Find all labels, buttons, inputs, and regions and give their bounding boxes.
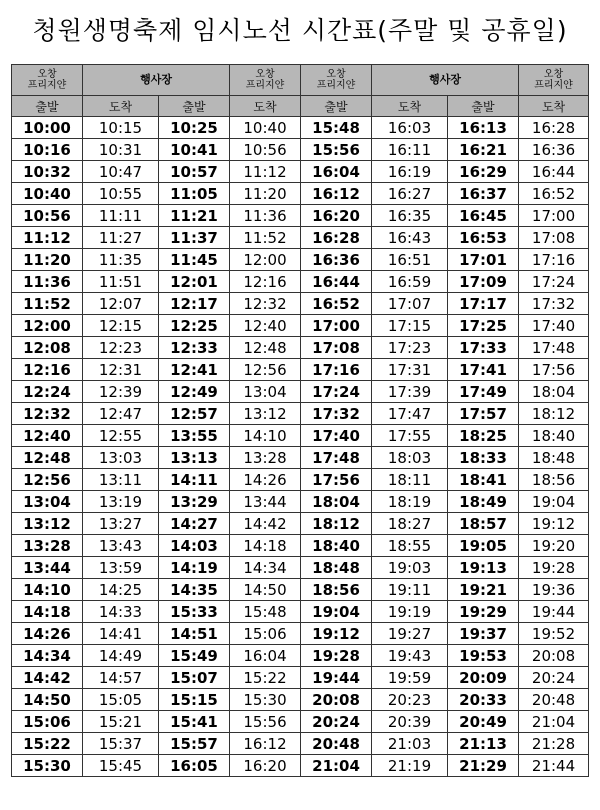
arrive-time-cell: 12:32 — [230, 293, 301, 315]
depart-time-cell: 15:57 — [159, 733, 230, 755]
table-row — [12, 337, 589, 359]
arrive-time-cell: 19:04 — [519, 491, 589, 513]
arrive-time-cell: 17:08 — [519, 227, 589, 249]
header-arrive: 도착 — [372, 96, 448, 117]
arrive-time-cell: 16:12 — [230, 733, 301, 755]
depart-time-cell: 20:48 — [301, 733, 372, 755]
arrive-time-cell: 13:03 — [83, 447, 159, 469]
arrive-time-cell: 11:36 — [230, 205, 301, 227]
table-row — [12, 117, 589, 139]
arrive-time-cell: 11:11 — [83, 205, 159, 227]
arrive-time-cell: 13:59 — [83, 557, 159, 579]
table-row — [12, 315, 589, 337]
arrive-time-cell: 16:35 — [372, 205, 448, 227]
arrive-time-cell: 17:32 — [519, 293, 589, 315]
depart-time-cell: 12:49 — [159, 381, 230, 403]
table-row — [12, 689, 589, 711]
depart-time-cell: 17:32 — [301, 403, 372, 425]
table-row — [12, 425, 589, 447]
depart-time-cell: 12:57 — [159, 403, 230, 425]
depart-time-cell: 16:04 — [301, 161, 372, 183]
depart-time-cell: 16:29 — [448, 161, 519, 183]
depart-time-cell: 14:11 — [159, 469, 230, 491]
depart-time-cell: 18:33 — [448, 447, 519, 469]
depart-time-cell: 19:37 — [448, 623, 519, 645]
arrive-time-cell: 14:57 — [83, 667, 159, 689]
arrive-time-cell: 21:28 — [519, 733, 589, 755]
arrive-time-cell: 17:55 — [372, 425, 448, 447]
depart-time-cell: 17:16 — [301, 359, 372, 381]
depart-time-cell: 11:37 — [159, 227, 230, 249]
table-row — [12, 733, 589, 755]
arrive-time-cell: 20:48 — [519, 689, 589, 711]
depart-time-cell: 13:55 — [159, 425, 230, 447]
depart-time-cell: 18:41 — [448, 469, 519, 491]
header-station-a — [301, 65, 372, 96]
header-row-stations — [12, 65, 589, 96]
depart-time-cell: 16:13 — [448, 117, 519, 139]
depart-time-cell: 16:05 — [159, 755, 230, 777]
arrive-time-cell: 18:04 — [519, 381, 589, 403]
arrive-time-cell: 17:48 — [519, 337, 589, 359]
arrive-time-cell: 12:16 — [230, 271, 301, 293]
arrive-time-cell: 12:00 — [230, 249, 301, 271]
depart-time-cell: 13:44 — [12, 557, 83, 579]
depart-time-cell: 18:40 — [301, 535, 372, 557]
arrive-time-cell: 17:56 — [519, 359, 589, 381]
depart-time-cell: 20:33 — [448, 689, 519, 711]
depart-time-cell: 11:05 — [159, 183, 230, 205]
arrive-time-cell: 15:21 — [83, 711, 159, 733]
depart-time-cell: 15:06 — [12, 711, 83, 733]
depart-time-cell: 10:41 — [159, 139, 230, 161]
depart-time-cell: 17:40 — [301, 425, 372, 447]
depart-time-cell: 12:48 — [12, 447, 83, 469]
depart-time-cell: 19:44 — [301, 667, 372, 689]
arrive-time-cell: 11:35 — [83, 249, 159, 271]
station-label: 오창 프리지얀 — [534, 69, 573, 91]
table-row — [12, 513, 589, 535]
arrive-time-cell: 16:28 — [519, 117, 589, 139]
depart-time-cell: 21:29 — [448, 755, 519, 777]
arrive-time-cell: 12:39 — [83, 381, 159, 403]
arrive-time-cell: 10:15 — [83, 117, 159, 139]
arrive-time-cell: 18:56 — [519, 469, 589, 491]
depart-time-cell: 14:27 — [159, 513, 230, 535]
arrive-time-cell: 18:48 — [519, 447, 589, 469]
depart-time-cell: 16:28 — [301, 227, 372, 249]
arrive-time-cell: 15:56 — [230, 711, 301, 733]
arrive-time-cell: 16:27 — [372, 183, 448, 205]
depart-time-cell: 16:45 — [448, 205, 519, 227]
arrive-time-cell: 18:03 — [372, 447, 448, 469]
depart-time-cell: 10:32 — [12, 161, 83, 183]
arrive-time-cell: 19:28 — [519, 557, 589, 579]
arrive-time-cell: 16:03 — [372, 117, 448, 139]
header-station-b: 행사장 — [372, 65, 519, 96]
table-row — [12, 447, 589, 469]
depart-time-cell: 17:00 — [301, 315, 372, 337]
depart-time-cell: 14:19 — [159, 557, 230, 579]
arrive-time-cell: 21:44 — [519, 755, 589, 777]
depart-time-cell: 12:17 — [159, 293, 230, 315]
arrive-time-cell: 21:19 — [372, 755, 448, 777]
arrive-time-cell: 16:51 — [372, 249, 448, 271]
timetable-body — [12, 117, 589, 777]
depart-time-cell: 12:25 — [159, 315, 230, 337]
depart-time-cell: 15:48 — [301, 117, 372, 139]
depart-time-cell: 17:01 — [448, 249, 519, 271]
depart-time-cell: 17:17 — [448, 293, 519, 315]
arrive-time-cell: 19:03 — [372, 557, 448, 579]
depart-time-cell: 15:56 — [301, 139, 372, 161]
arrive-time-cell: 10:55 — [83, 183, 159, 205]
arrive-time-cell: 18:27 — [372, 513, 448, 535]
arrive-time-cell: 19:20 — [519, 535, 589, 557]
depart-time-cell: 14:35 — [159, 579, 230, 601]
depart-time-cell: 16:44 — [301, 271, 372, 293]
arrive-time-cell: 19:52 — [519, 623, 589, 645]
arrive-time-cell: 15:45 — [83, 755, 159, 777]
arrive-time-cell: 19:11 — [372, 579, 448, 601]
depart-time-cell: 10:56 — [12, 205, 83, 227]
arrive-time-cell: 12:40 — [230, 315, 301, 337]
depart-time-cell: 12:40 — [12, 425, 83, 447]
table-row — [12, 403, 589, 425]
depart-time-cell: 19:13 — [448, 557, 519, 579]
arrive-time-cell: 13:44 — [230, 491, 301, 513]
arrive-time-cell: 11:20 — [230, 183, 301, 205]
arrive-time-cell: 11:52 — [230, 227, 301, 249]
depart-time-cell: 10:25 — [159, 117, 230, 139]
arrive-time-cell: 14:41 — [83, 623, 159, 645]
header-arrive: 도착 — [230, 96, 301, 117]
depart-time-cell: 11:21 — [159, 205, 230, 227]
depart-time-cell: 19:05 — [448, 535, 519, 557]
depart-time-cell: 16:21 — [448, 139, 519, 161]
arrive-time-cell: 19:12 — [519, 513, 589, 535]
arrive-time-cell: 12:55 — [83, 425, 159, 447]
arrive-time-cell: 14:50 — [230, 579, 301, 601]
depart-time-cell: 11:36 — [12, 271, 83, 293]
header-row-direction — [12, 96, 589, 117]
arrive-time-cell: 13:11 — [83, 469, 159, 491]
depart-time-cell: 11:12 — [12, 227, 83, 249]
arrive-time-cell: 15:05 — [83, 689, 159, 711]
table-row — [12, 381, 589, 403]
arrive-time-cell: 14:42 — [230, 513, 301, 535]
depart-time-cell: 18:57 — [448, 513, 519, 535]
arrive-time-cell: 14:26 — [230, 469, 301, 491]
depart-time-cell: 16:20 — [301, 205, 372, 227]
depart-time-cell: 19:29 — [448, 601, 519, 623]
timetable — [11, 64, 589, 777]
arrive-time-cell: 16:52 — [519, 183, 589, 205]
arrive-time-cell: 14:49 — [83, 645, 159, 667]
arrive-time-cell: 17:15 — [372, 315, 448, 337]
arrive-time-cell: 14:34 — [230, 557, 301, 579]
depart-time-cell: 12:16 — [12, 359, 83, 381]
depart-time-cell: 15:33 — [159, 601, 230, 623]
depart-time-cell: 14:50 — [12, 689, 83, 711]
table-row — [12, 183, 589, 205]
arrive-time-cell: 15:48 — [230, 601, 301, 623]
depart-time-cell: 11:52 — [12, 293, 83, 315]
depart-time-cell: 15:07 — [159, 667, 230, 689]
depart-time-cell: 15:30 — [12, 755, 83, 777]
page-title: 청원생명축제 임시노선 시간표(주말 및 공휴일) — [32, 16, 568, 45]
arrive-time-cell: 17:47 — [372, 403, 448, 425]
table-row — [12, 359, 589, 381]
arrive-time-cell: 16:43 — [372, 227, 448, 249]
table-row — [12, 249, 589, 271]
header-depart: 출발 — [301, 96, 372, 117]
table-row — [12, 271, 589, 293]
table-row — [12, 161, 589, 183]
arrive-time-cell: 18:11 — [372, 469, 448, 491]
arrive-time-cell: 12:48 — [230, 337, 301, 359]
station-label: 오창 프리지얀 — [27, 69, 67, 91]
table-row — [12, 645, 589, 667]
depart-time-cell: 17:24 — [301, 381, 372, 403]
arrive-time-cell: 12:07 — [83, 293, 159, 315]
depart-time-cell: 14:03 — [159, 535, 230, 557]
depart-time-cell: 17:57 — [448, 403, 519, 425]
header-depart: 출발 — [448, 96, 519, 117]
arrive-time-cell: 11:12 — [230, 161, 301, 183]
arrive-time-cell: 18:40 — [519, 425, 589, 447]
depart-time-cell: 13:12 — [12, 513, 83, 535]
arrive-time-cell: 12:23 — [83, 337, 159, 359]
depart-time-cell: 14:10 — [12, 579, 83, 601]
arrive-time-cell: 15:30 — [230, 689, 301, 711]
depart-time-cell: 17:08 — [301, 337, 372, 359]
arrive-time-cell: 17:31 — [372, 359, 448, 381]
arrive-time-cell: 18:55 — [372, 535, 448, 557]
header-station-a — [519, 65, 589, 96]
arrive-time-cell: 16:11 — [372, 139, 448, 161]
arrive-time-cell: 12:47 — [83, 403, 159, 425]
arrive-time-cell: 10:47 — [83, 161, 159, 183]
arrive-time-cell: 11:27 — [83, 227, 159, 249]
depart-time-cell: 17:09 — [448, 271, 519, 293]
depart-time-cell: 18:12 — [301, 513, 372, 535]
arrive-time-cell: 20:39 — [372, 711, 448, 733]
depart-time-cell: 16:53 — [448, 227, 519, 249]
depart-time-cell: 11:45 — [159, 249, 230, 271]
depart-time-cell: 14:51 — [159, 623, 230, 645]
depart-time-cell: 15:49 — [159, 645, 230, 667]
depart-time-cell: 14:42 — [12, 667, 83, 689]
arrive-time-cell: 12:15 — [83, 315, 159, 337]
depart-time-cell: 12:01 — [159, 271, 230, 293]
depart-time-cell: 14:18 — [12, 601, 83, 623]
depart-time-cell: 18:48 — [301, 557, 372, 579]
depart-time-cell: 12:41 — [159, 359, 230, 381]
arrive-time-cell: 16:04 — [230, 645, 301, 667]
header-station-b: 행사장 — [83, 65, 230, 96]
depart-time-cell: 18:04 — [301, 491, 372, 513]
depart-time-cell: 16:36 — [301, 249, 372, 271]
table-row — [12, 227, 589, 249]
depart-time-cell: 16:37 — [448, 183, 519, 205]
depart-time-cell: 17:41 — [448, 359, 519, 381]
arrive-time-cell: 19:36 — [519, 579, 589, 601]
arrive-time-cell: 17:39 — [372, 381, 448, 403]
arrive-time-cell: 18:19 — [372, 491, 448, 513]
arrive-time-cell: 13:04 — [230, 381, 301, 403]
depart-time-cell: 20:08 — [301, 689, 372, 711]
arrive-time-cell: 16:19 — [372, 161, 448, 183]
table-row — [12, 623, 589, 645]
header-depart: 출발 — [159, 96, 230, 117]
depart-time-cell: 10:00 — [12, 117, 83, 139]
depart-time-cell: 18:49 — [448, 491, 519, 513]
arrive-time-cell: 19:59 — [372, 667, 448, 689]
depart-time-cell: 19:04 — [301, 601, 372, 623]
table-row — [12, 469, 589, 491]
arrive-time-cell: 11:51 — [83, 271, 159, 293]
arrive-time-cell: 13:27 — [83, 513, 159, 535]
depart-time-cell: 17:33 — [448, 337, 519, 359]
depart-time-cell: 17:48 — [301, 447, 372, 469]
table-row — [12, 711, 589, 733]
arrive-time-cell: 10:40 — [230, 117, 301, 139]
depart-time-cell: 13:29 — [159, 491, 230, 513]
arrive-time-cell: 14:33 — [83, 601, 159, 623]
arrive-time-cell: 18:12 — [519, 403, 589, 425]
arrive-time-cell: 10:56 — [230, 139, 301, 161]
depart-time-cell: 15:41 — [159, 711, 230, 733]
depart-time-cell: 21:04 — [301, 755, 372, 777]
header-arrive: 도착 — [519, 96, 589, 117]
arrive-time-cell: 20:23 — [372, 689, 448, 711]
arrive-time-cell: 15:22 — [230, 667, 301, 689]
arrive-time-cell: 13:19 — [83, 491, 159, 513]
depart-time-cell: 18:56 — [301, 579, 372, 601]
arrive-time-cell: 21:03 — [372, 733, 448, 755]
depart-time-cell: 16:52 — [301, 293, 372, 315]
depart-time-cell: 17:49 — [448, 381, 519, 403]
arrive-time-cell: 15:06 — [230, 623, 301, 645]
arrive-time-cell: 17:07 — [372, 293, 448, 315]
arrive-time-cell: 10:31 — [83, 139, 159, 161]
arrive-time-cell: 20:08 — [519, 645, 589, 667]
depart-time-cell: 11:20 — [12, 249, 83, 271]
table-row — [12, 601, 589, 623]
station-label: 오창 프리지얀 — [245, 69, 285, 91]
depart-time-cell: 13:28 — [12, 535, 83, 557]
depart-time-cell: 12:56 — [12, 469, 83, 491]
arrive-time-cell: 17:16 — [519, 249, 589, 271]
depart-time-cell: 12:32 — [12, 403, 83, 425]
depart-time-cell: 19:12 — [301, 623, 372, 645]
arrive-time-cell: 17:23 — [372, 337, 448, 359]
arrive-time-cell: 14:25 — [83, 579, 159, 601]
header-arrive: 도착 — [83, 96, 159, 117]
depart-time-cell: 21:13 — [448, 733, 519, 755]
depart-time-cell: 15:15 — [159, 689, 230, 711]
depart-time-cell: 14:34 — [12, 645, 83, 667]
table-row — [12, 139, 589, 161]
arrive-time-cell: 17:40 — [519, 315, 589, 337]
arrive-time-cell: 19:19 — [372, 601, 448, 623]
table-row — [12, 557, 589, 579]
arrive-time-cell: 14:18 — [230, 535, 301, 557]
depart-time-cell: 10:16 — [12, 139, 83, 161]
arrive-time-cell: 20:24 — [519, 667, 589, 689]
arrive-time-cell: 16:59 — [372, 271, 448, 293]
arrive-time-cell: 13:28 — [230, 447, 301, 469]
arrive-time-cell: 19:27 — [372, 623, 448, 645]
depart-time-cell: 14:26 — [12, 623, 83, 645]
depart-time-cell: 13:13 — [159, 447, 230, 469]
arrive-time-cell: 17:24 — [519, 271, 589, 293]
arrive-time-cell: 17:00 — [519, 205, 589, 227]
depart-time-cell: 17:25 — [448, 315, 519, 337]
depart-time-cell: 20:09 — [448, 667, 519, 689]
table-row — [12, 535, 589, 557]
table-row — [12, 667, 589, 689]
depart-time-cell: 20:49 — [448, 711, 519, 733]
depart-time-cell: 12:33 — [159, 337, 230, 359]
depart-time-cell: 15:22 — [12, 733, 83, 755]
table-row — [12, 579, 589, 601]
header-station-a — [12, 65, 83, 96]
table-row — [12, 491, 589, 513]
depart-time-cell: 12:00 — [12, 315, 83, 337]
arrive-time-cell: 12:56 — [230, 359, 301, 381]
arrive-time-cell: 16:44 — [519, 161, 589, 183]
depart-time-cell: 19:21 — [448, 579, 519, 601]
depart-time-cell: 10:40 — [12, 183, 83, 205]
depart-time-cell: 17:56 — [301, 469, 372, 491]
arrive-time-cell: 19:43 — [372, 645, 448, 667]
table-row — [12, 755, 589, 777]
arrive-time-cell: 13:12 — [230, 403, 301, 425]
table-row — [12, 293, 589, 315]
arrive-time-cell: 15:37 — [83, 733, 159, 755]
arrive-time-cell: 14:10 — [230, 425, 301, 447]
depart-time-cell: 18:25 — [448, 425, 519, 447]
arrive-time-cell: 21:04 — [519, 711, 589, 733]
table-row — [12, 205, 589, 227]
arrive-time-cell: 19:44 — [519, 601, 589, 623]
depart-time-cell: 19:53 — [448, 645, 519, 667]
arrive-time-cell: 16:20 — [230, 755, 301, 777]
arrive-time-cell: 16:36 — [519, 139, 589, 161]
depart-time-cell: 16:12 — [301, 183, 372, 205]
header-depart: 출발 — [12, 96, 83, 117]
depart-time-cell: 10:57 — [159, 161, 230, 183]
depart-time-cell: 20:24 — [301, 711, 372, 733]
depart-time-cell: 19:28 — [301, 645, 372, 667]
arrive-time-cell: 12:31 — [83, 359, 159, 381]
header-station-a — [230, 65, 301, 96]
arrive-time-cell: 13:43 — [83, 535, 159, 557]
station-label: 오창 프리지얀 — [316, 69, 356, 91]
depart-time-cell: 12:08 — [12, 337, 83, 359]
depart-time-cell: 12:24 — [12, 381, 83, 403]
depart-time-cell: 13:04 — [12, 491, 83, 513]
